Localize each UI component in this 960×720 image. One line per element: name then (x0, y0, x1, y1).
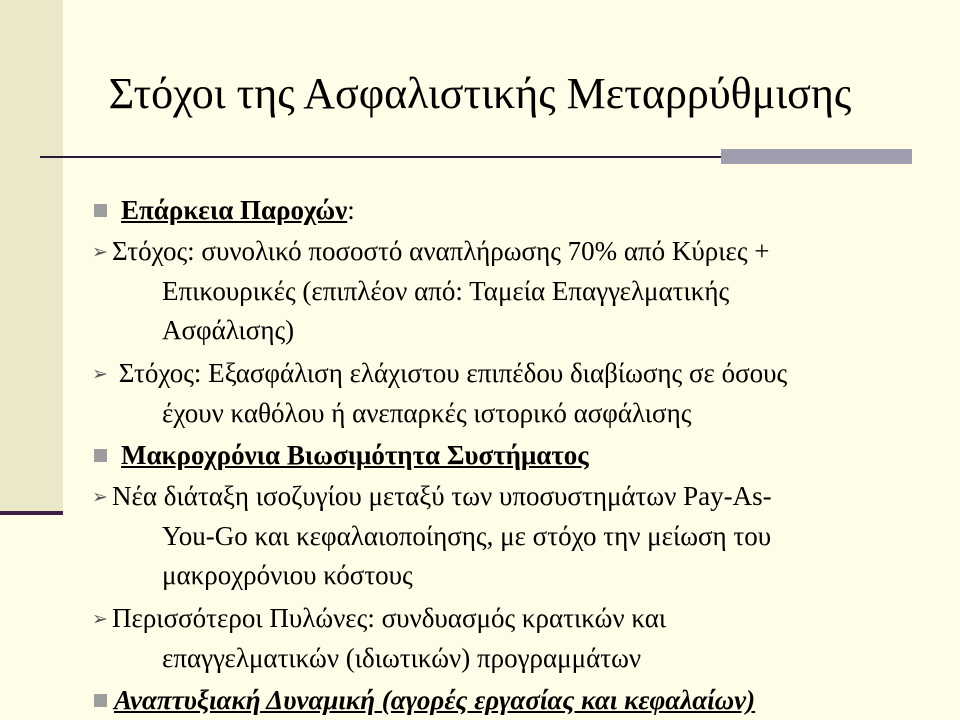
list-item (92, 477, 932, 595)
section-adequacy (92, 192, 932, 228)
square-bullet-icon (94, 694, 107, 707)
section-sustainability (92, 437, 932, 473)
arrow-bullet-icon: ➢ (92, 609, 108, 630)
arrow-bullet-icon: ➢ (92, 242, 108, 263)
list-item-line: Επικουρικές (επιπλέον από: Ταμεία Επαγγελματικής (162, 276, 730, 306)
list-item-line: You-Go και κεφαλαιοποίησης, με στόχο την μείωση του (162, 521, 772, 551)
list-item (92, 354, 932, 433)
list-item-line: μακροχρόνιου κόστους (162, 560, 413, 590)
section-heading: Μακροχρόνια Βιωσιμότητα Συστήματος (121, 440, 589, 470)
list-item-line: Νέα διάταξη ισοζυγίου μεταξύ των υποσυστημάτων Pay-As- (112, 481, 772, 511)
side-decoration-rule (0, 511, 63, 515)
list-item-line: Περισσότεροι Πυλώνες: συνδυασμός κρατικών και (112, 603, 667, 633)
arrow-bullet-icon: ➢ (92, 487, 108, 508)
slide-body (92, 192, 932, 718)
list-item (92, 599, 932, 678)
list-item (92, 232, 932, 350)
slide-title: Στόχοι της Ασφαλιστικής Μεταρρύθμισης (108, 69, 852, 118)
list-item-line: επαγγελματικών (ιδιωτικών) προγραμμάτων (162, 643, 642, 673)
section-heading: Επάρκεια Παροχών (121, 195, 348, 225)
section-heading: Αναπτυξιακή Δυναμική (αγορές εργασίας και κεφαλαίων) (114, 685, 756, 715)
square-bullet-icon (94, 449, 107, 462)
arrow-bullet-icon: ➢ (92, 364, 108, 385)
list-item-line: έχουν καθόλου ή ανεπαρκές ιστορικό ασφάλισης (162, 398, 692, 428)
list-item-line: Ασφάλισης) (162, 315, 295, 345)
square-bullet-icon (94, 204, 107, 217)
list-item-line: Στόχος: Εξασφάλιση ελάχιστου επιπέδου διαβίωσης σε όσους (112, 358, 788, 388)
title-accent-bar (721, 149, 912, 164)
section-heading-suffix: : (347, 195, 355, 225)
section-growth-dynamics (92, 682, 932, 718)
list-item-line: Στόχος: συνολικό ποσοστό αναπλήρωσης 70% από Κύριες + (112, 236, 770, 266)
